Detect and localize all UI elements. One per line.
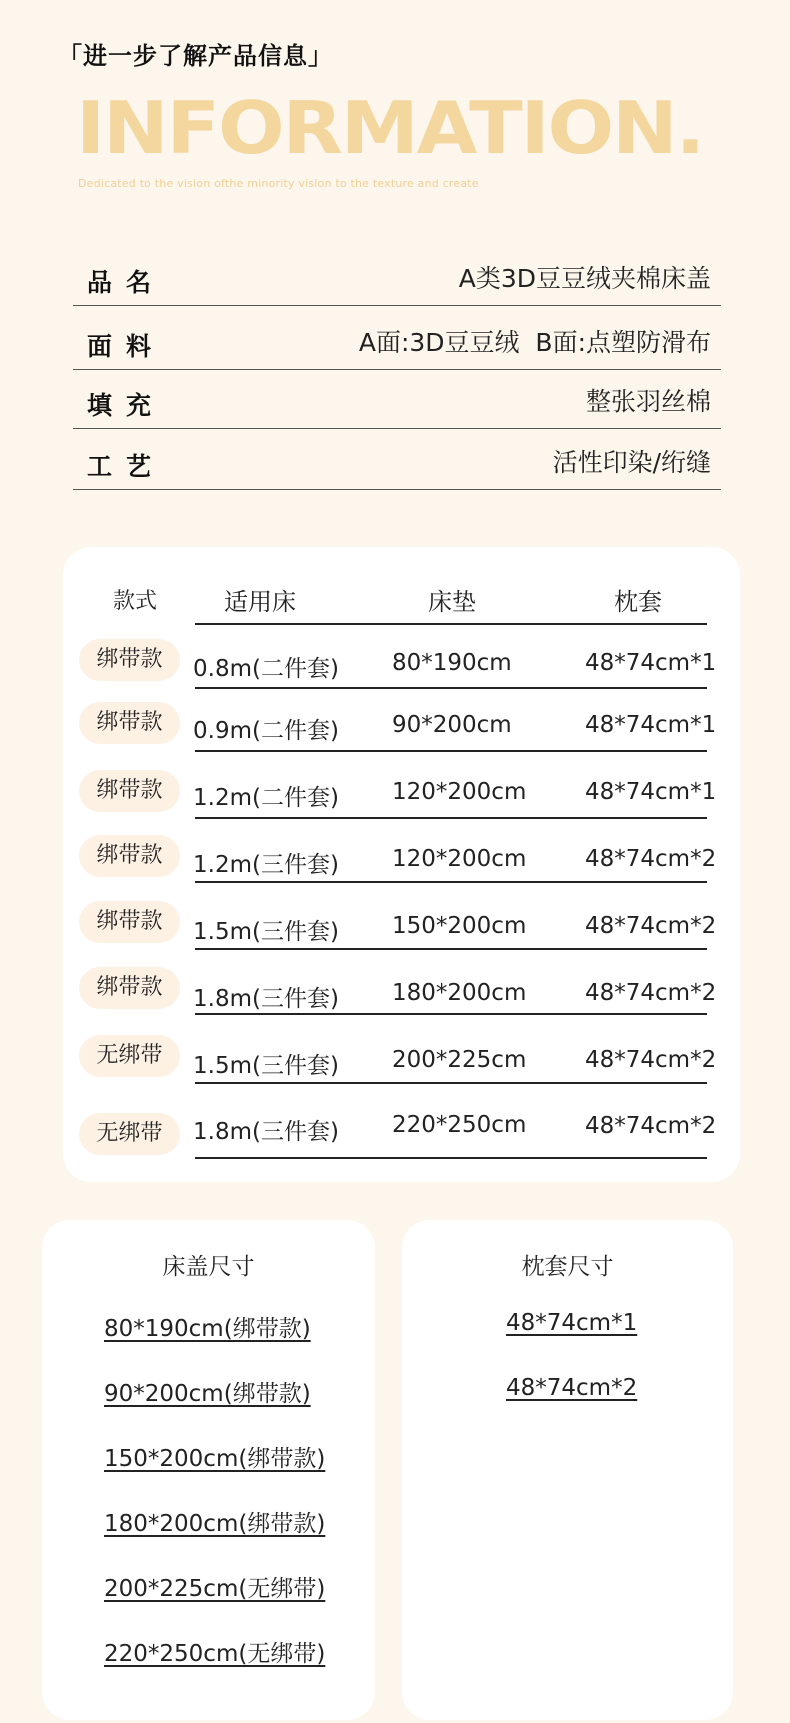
header-style: 款式 xyxy=(112,589,157,614)
bedspread-size-item: 150*200cm(绑带款) xyxy=(104,1446,326,1472)
bed-cell: 1.2m(二件套) xyxy=(193,785,339,811)
information-wordmark: INFORMATION. xyxy=(76,86,704,170)
bed-cell: 1.8m(三件套) xyxy=(193,1119,339,1145)
spec-value: 整张羽丝棉 xyxy=(585,387,711,416)
pillow-cell: 48*74cm*2 xyxy=(585,846,717,872)
style-pill: 绑带款 xyxy=(79,770,180,812)
bed-cell: 0.8m(二件套) xyxy=(193,656,339,682)
style-pill: 绑带款 xyxy=(79,835,180,877)
pillow-size-card xyxy=(402,1220,733,1720)
pillow-cell: 48*74cm*1 xyxy=(585,650,717,676)
header-bed: 适用床 xyxy=(224,588,296,616)
spec-value: A类3D豆豆绒夹棉床盖 xyxy=(458,264,711,293)
header-pillow: 枕套 xyxy=(614,588,662,616)
style-pill: 绑带款 xyxy=(79,901,180,943)
table-divider xyxy=(195,948,707,950)
style-pill: 绑带款 xyxy=(79,967,180,1009)
spec-row-filling xyxy=(73,380,721,429)
header-mattress: 床垫 xyxy=(428,588,476,616)
mattress-cell: 150*200cm xyxy=(392,913,527,939)
spec-label: 工艺 xyxy=(87,452,166,481)
table-divider xyxy=(195,1082,707,1084)
bed-cell: 1.2m(三件套) xyxy=(193,852,339,878)
pillow-cell: 48*74cm*2 xyxy=(585,1113,717,1139)
bedspread-size-item: 90*200cm(绑带款) xyxy=(104,1381,311,1407)
bedspread-size-item: 200*225cm(无绑带) xyxy=(104,1576,326,1602)
spec-row-craft xyxy=(73,440,721,490)
table-divider xyxy=(195,1157,707,1159)
mattress-cell: 220*250cm xyxy=(392,1112,527,1138)
pillow-size-item: 48*74cm*2 xyxy=(506,1375,638,1401)
spec-label: 品名 xyxy=(87,268,166,297)
mattress-cell: 80*190cm xyxy=(392,650,512,676)
pillow-cell: 48*74cm*2 xyxy=(585,1047,717,1073)
mattress-cell: 120*200cm xyxy=(392,846,527,872)
tagline: Dedicated to the vision ofthe minority vision to the texture and create xyxy=(78,177,479,190)
style-pill: 绑带款 xyxy=(79,702,180,744)
spec-row-fabric xyxy=(73,320,721,370)
pillow-cell: 48*74cm*2 xyxy=(585,913,717,939)
bedspread-size-item: 80*190cm(绑带款) xyxy=(104,1316,311,1342)
table-divider xyxy=(195,881,707,883)
spec-value: 活性印染/绗缝 xyxy=(552,448,711,477)
pillow-size-title: 枕套尺寸 xyxy=(521,1254,614,1280)
table-divider xyxy=(195,623,707,625)
mattress-cell: 200*225cm xyxy=(392,1047,527,1073)
mattress-cell: 180*200cm xyxy=(392,980,527,1006)
style-pill: 无绑带 xyxy=(79,1035,180,1077)
spec-label: 面料 xyxy=(87,332,166,361)
bed-cell: 1.5m(三件套) xyxy=(193,1053,339,1079)
pillow-size-item: 48*74cm*1 xyxy=(506,1310,638,1336)
bedspread-size-item: 220*250cm(无绑带) xyxy=(104,1641,326,1667)
pillow-cell: 48*74cm*1 xyxy=(585,779,717,805)
table-divider xyxy=(195,687,707,689)
bedspread-size-item: 180*200cm(绑带款) xyxy=(104,1511,326,1537)
bed-cell: 0.9m(二件套) xyxy=(193,718,339,744)
bedspread-size-title: 床盖尺寸 xyxy=(162,1254,255,1280)
table-divider xyxy=(195,817,707,819)
bed-cell: 1.5m(三件套) xyxy=(193,919,339,945)
table-divider xyxy=(195,750,707,752)
pillow-cell: 48*74cm*2 xyxy=(585,980,717,1006)
style-pill: 绑带款 xyxy=(79,639,180,681)
table-divider xyxy=(195,1013,707,1015)
mattress-cell: 120*200cm xyxy=(392,779,527,805)
pillow-cell: 48*74cm*1 xyxy=(585,712,717,738)
section-heading: 「进一步了解产品信息」 xyxy=(58,42,333,70)
style-pill: 无绑带 xyxy=(79,1113,180,1155)
mattress-cell: 90*200cm xyxy=(392,712,512,738)
spec-row-name xyxy=(73,255,721,306)
bed-cell: 1.8m(三件套) xyxy=(193,986,339,1012)
spec-value: A面:3D豆豆绒 B面:点塑防滑布 xyxy=(358,328,711,357)
spec-label: 填充 xyxy=(87,391,166,420)
